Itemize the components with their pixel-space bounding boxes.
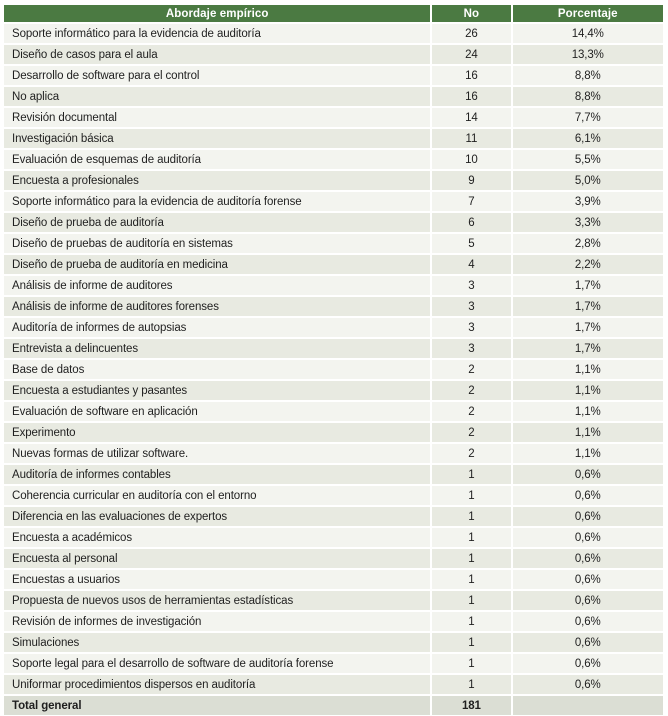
row-percentage-value: 5,5% <box>513 150 663 169</box>
row-category-label: Coherencia curricular en auditoría con el entorno <box>4 486 430 505</box>
row-category-label: Encuesta a académicos <box>4 528 430 547</box>
row-count-value: 3 <box>432 297 510 316</box>
table-row <box>4 276 663 295</box>
row-category-label: Análisis de informe de auditores forenses <box>4 297 430 316</box>
row-percentage-value: 8,8% <box>513 66 663 85</box>
row-percentage-value: 1,1% <box>513 381 663 400</box>
row-category-label: Diseño de pruebas de auditoría en sistemas <box>4 234 430 253</box>
row-percentage-value: 7,7% <box>513 108 663 127</box>
row-percentage-value: 1,1% <box>513 444 663 463</box>
row-category-label: Revisión documental <box>4 108 430 127</box>
table-footer <box>4 696 663 715</box>
row-count-value: 5 <box>432 234 510 253</box>
row-count-value: 6 <box>432 213 510 232</box>
total-count-value: 181 <box>432 696 510 715</box>
total-percentage-value <box>513 696 663 715</box>
table-row <box>4 528 663 547</box>
row-percentage-value: 14,4% <box>513 24 663 43</box>
row-category-label: Diseño de prueba de auditoría en medicina <box>4 255 430 274</box>
table-row <box>4 255 663 274</box>
row-count-value: 3 <box>432 318 510 337</box>
table-row <box>4 87 663 106</box>
row-percentage-value: 13,3% <box>513 45 663 64</box>
row-count-value: 1 <box>432 549 510 568</box>
row-percentage-value: 2,2% <box>513 255 663 274</box>
row-count-value: 9 <box>432 171 510 190</box>
total-label: Total general <box>4 696 430 715</box>
table-row <box>4 675 663 694</box>
row-percentage-value: 0,6% <box>513 528 663 547</box>
row-category-label: No aplica <box>4 87 430 106</box>
row-percentage-value: 0,6% <box>513 486 663 505</box>
table-row <box>4 150 663 169</box>
table-row <box>4 612 663 631</box>
row-percentage-value: 0,6% <box>513 465 663 484</box>
row-count-value: 26 <box>432 24 510 43</box>
row-category-label: Entrevista a delincuentes <box>4 339 430 358</box>
row-category-label: Desarrollo de software para el control <box>4 66 430 85</box>
row-category-label: Encuestas a usuarios <box>4 570 430 589</box>
table-row <box>4 570 663 589</box>
table-row <box>4 591 663 610</box>
table-row <box>4 507 663 526</box>
row-count-value: 4 <box>432 255 510 274</box>
row-category-label: Experimento <box>4 423 430 442</box>
table-row <box>4 171 663 190</box>
column-header-no: No <box>432 5 510 22</box>
row-category-label: Soporte informático para la evidencia de auditoría forense <box>4 192 430 211</box>
table-row <box>4 633 663 652</box>
row-category-label: Uniformar procedimientos dispersos en auditoría <box>4 675 430 694</box>
table-total-row <box>4 696 663 715</box>
row-category-label: Propuesta de nuevos usos de herramientas estadísticas <box>4 591 430 610</box>
row-percentage-value: 3,3% <box>513 213 663 232</box>
row-count-value: 7 <box>432 192 510 211</box>
table-row <box>4 234 663 253</box>
row-count-value: 1 <box>432 570 510 589</box>
table-row <box>4 24 663 43</box>
table-row <box>4 402 663 421</box>
row-count-value: 16 <box>432 66 510 85</box>
row-category-label: Evaluación de esquemas de auditoría <box>4 150 430 169</box>
row-percentage-value: 1,1% <box>513 423 663 442</box>
row-percentage-value: 0,6% <box>513 507 663 526</box>
row-category-label: Nuevas formas de utilizar software. <box>4 444 430 463</box>
row-percentage-value: 1,1% <box>513 402 663 421</box>
row-percentage-value: 0,6% <box>513 675 663 694</box>
row-percentage-value: 0,6% <box>513 570 663 589</box>
row-count-value: 16 <box>432 87 510 106</box>
row-count-value: 2 <box>432 402 510 421</box>
row-count-value: 2 <box>432 381 510 400</box>
table-row <box>4 66 663 85</box>
row-percentage-value: 8,8% <box>513 87 663 106</box>
row-category-label: Soporte legal para el desarrollo de software de auditoría forense <box>4 654 430 673</box>
table-row <box>4 213 663 232</box>
row-percentage-value: 1,7% <box>513 276 663 295</box>
row-category-label: Encuesta al personal <box>4 549 430 568</box>
row-percentage-value: 1,7% <box>513 297 663 316</box>
row-count-value: 1 <box>432 633 510 652</box>
table-row <box>4 297 663 316</box>
table-row <box>4 465 663 484</box>
row-percentage-value: 2,8% <box>513 234 663 253</box>
frequency-table <box>2 3 665 716</box>
table-header-row <box>4 5 663 22</box>
table-row <box>4 192 663 211</box>
row-count-value: 11 <box>432 129 510 148</box>
row-percentage-value: 0,6% <box>513 633 663 652</box>
row-category-label: Análisis de informe de auditores <box>4 276 430 295</box>
table-row <box>4 45 663 64</box>
column-header-porcentaje: Porcentaje <box>513 5 663 22</box>
column-header-abordaje: Abordaje empírico <box>4 5 430 22</box>
row-category-label: Soporte informático para la evidencia de auditoría <box>4 24 430 43</box>
row-count-value: 1 <box>432 591 510 610</box>
row-count-value: 2 <box>432 423 510 442</box>
table-row <box>4 486 663 505</box>
row-count-value: 1 <box>432 507 510 526</box>
row-percentage-value: 0,6% <box>513 654 663 673</box>
row-count-value: 2 <box>432 360 510 379</box>
row-category-label: Evaluación de software en aplicación <box>4 402 430 421</box>
row-category-label: Encuesta a profesionales <box>4 171 430 190</box>
row-percentage-value: 1,7% <box>513 318 663 337</box>
table-row <box>4 318 663 337</box>
row-count-value: 14 <box>432 108 510 127</box>
row-percentage-value: 0,6% <box>513 612 663 631</box>
row-count-value: 1 <box>432 465 510 484</box>
row-category-label: Investigación básica <box>4 129 430 148</box>
row-category-label: Diseño de casos para el aula <box>4 45 430 64</box>
row-percentage-value: 6,1% <box>513 129 663 148</box>
row-count-value: 1 <box>432 654 510 673</box>
row-category-label: Diferencia en las evaluaciones de expertos <box>4 507 430 526</box>
row-percentage-value: 0,6% <box>513 549 663 568</box>
row-count-value: 1 <box>432 528 510 547</box>
table-row <box>4 423 663 442</box>
table-row <box>4 339 663 358</box>
table-row <box>4 654 663 673</box>
table-row <box>4 108 663 127</box>
row-count-value: 1 <box>432 612 510 631</box>
table-row <box>4 381 663 400</box>
row-category-label: Encuesta a estudiantes y pasantes <box>4 381 430 400</box>
row-count-value: 24 <box>432 45 510 64</box>
row-percentage-value: 1,7% <box>513 339 663 358</box>
row-category-label: Base de datos <box>4 360 430 379</box>
row-count-value: 3 <box>432 339 510 358</box>
row-count-value: 1 <box>432 675 510 694</box>
row-percentage-value: 5,0% <box>513 171 663 190</box>
table-row <box>4 444 663 463</box>
row-count-value: 2 <box>432 444 510 463</box>
table-body <box>4 24 663 694</box>
table-row <box>4 129 663 148</box>
row-percentage-value: 3,9% <box>513 192 663 211</box>
table-row <box>4 360 663 379</box>
row-count-value: 3 <box>432 276 510 295</box>
row-category-label: Auditoría de informes contables <box>4 465 430 484</box>
row-percentage-value: 0,6% <box>513 591 663 610</box>
row-category-label: Diseño de prueba de auditoría <box>4 213 430 232</box>
row-percentage-value: 1,1% <box>513 360 663 379</box>
row-count-value: 10 <box>432 150 510 169</box>
table-row <box>4 549 663 568</box>
row-category-label: Simulaciones <box>4 633 430 652</box>
row-category-label: Revisión de informes de investigación <box>4 612 430 631</box>
row-category-label: Auditoría de informes de autopsias <box>4 318 430 337</box>
row-count-value: 1 <box>432 486 510 505</box>
